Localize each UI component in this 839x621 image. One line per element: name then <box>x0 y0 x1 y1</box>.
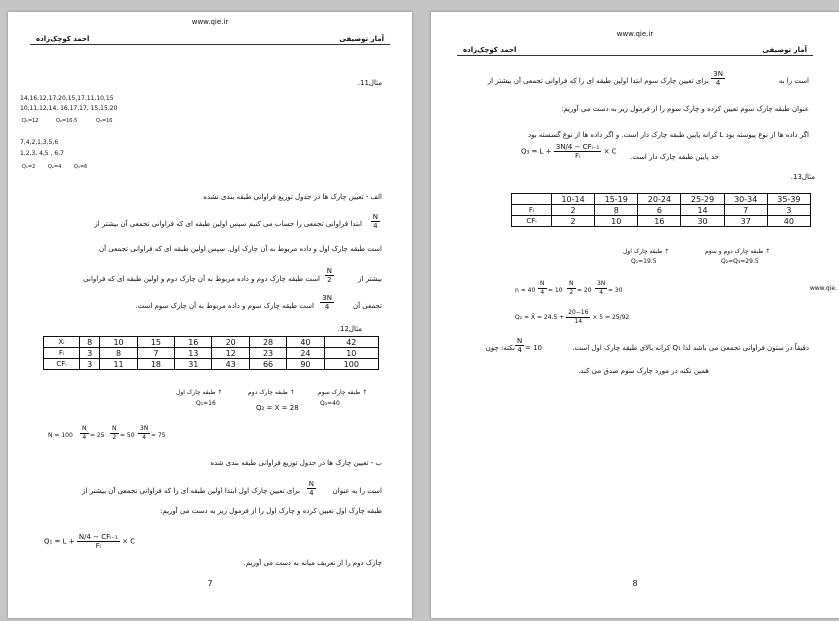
n-total: n = 40 <box>515 287 536 294</box>
mark-quartile-3-class: طبقه چارک سوم ↑ <box>318 389 368 396</box>
table-cell: 14 <box>681 205 724 216</box>
sequence-4: 1,2,3, 4,5 , 6,7 <box>20 150 64 157</box>
document-page-right <box>431 12 839 618</box>
n-eq-2: = 20 <box>577 287 592 294</box>
table-cell: 8 <box>100 348 137 359</box>
fraction-3n-over-4: $\frac{3N}{4}$ <box>597 280 606 296</box>
frequency-table-12 <box>43 336 379 370</box>
value-q1: Q₁=16 <box>196 400 216 407</box>
table-cell: 20-24 <box>638 194 681 205</box>
section-a-heading: الف - تعیین چارک ها در جدول توزیع فراوانی طبقه بندی نشده <box>203 193 382 201</box>
table-cell: 15 <box>137 337 174 348</box>
table-cell: 100 <box>324 359 378 370</box>
table-cell: 10 <box>324 348 378 359</box>
formula-q1 <box>44 533 135 550</box>
table-cell: 16 <box>638 216 681 227</box>
table-cell: 12 <box>212 348 249 359</box>
table-cell: 40 <box>287 337 324 348</box>
example-13-title: مثال13. <box>790 173 815 181</box>
n-eq-1: = 10 <box>548 287 563 294</box>
page-number: 7 <box>207 579 213 588</box>
para3: چارک دوم را از تعریف میانه به دست می آوریم. <box>243 559 382 567</box>
page-number: 8 <box>632 579 638 588</box>
para1-line1: برای تعیین چارک سوم ابتدا اولین طبقه ای را که فراوانی تجمعی آن بیشتر از <box>487 77 709 85</box>
para1-line4b: است طبقه چارک سوم و داده مربوط به آن چارک سوم است. <box>135 302 314 310</box>
para2-line1b: است را به عنوان <box>332 487 382 495</box>
n-eq-2: = 50 <box>120 432 135 439</box>
table-row-cfi <box>44 359 379 370</box>
table-corner <box>512 194 552 205</box>
table-cell: 24 <box>287 348 324 359</box>
formula-tail: × C <box>603 147 617 156</box>
fraction-n-over-2: $\frac{N}{2}$ <box>569 280 574 296</box>
table-cell: 8 <box>595 205 638 216</box>
value-q1: Q₁=19.5 <box>631 258 657 265</box>
table-cell: 3 <box>80 348 100 359</box>
formula-lhs: Q₁ = L + <box>44 537 75 546</box>
para1-line3: بیشتر از <box>358 275 382 283</box>
table-label: CFᵢ <box>44 359 80 370</box>
table-cell: 3 <box>80 359 100 370</box>
table-cell: 25-29 <box>681 194 724 205</box>
table-cell: 3 <box>767 205 810 216</box>
q2-calc-tail: × 5 = 25/92 <box>592 314 630 321</box>
value-q2: Q₂ = X = 28 <box>256 404 299 412</box>
header-author: احمد کوچک‌زاده <box>36 35 90 43</box>
note-line2: همین نکته در مورد چارک سوم صدق می کند. <box>578 367 709 375</box>
quartile-q2: Q₂=16·5 <box>56 118 78 124</box>
document-page-left <box>8 12 412 618</box>
para1-line3: اگر داده ها از نوع پیوسته بود L کرانه پایین طبقه چارک دار است. و اگر داده ها از نوع گسسته بود <box>528 131 809 139</box>
n-eq-3: = 30 <box>608 287 623 294</box>
quartile-qq3: Q₃=6 <box>74 164 88 170</box>
table-cell: 2 <box>552 216 595 227</box>
fraction-3n-over-4: $\frac{3N}{4}$ <box>322 294 332 311</box>
note-line1: نکته: چون <box>485 344 515 352</box>
sequence-2: 10,11,12,14, 16,17,17, 15,15,20 <box>20 105 118 112</box>
table-row-fi <box>512 205 811 216</box>
mark-quartile-1-class: طبقه چارک اول ↑ <box>176 389 223 396</box>
table-cell: 13 <box>175 348 212 359</box>
table-cell: 31 <box>175 359 212 370</box>
table-cell: 28 <box>249 337 286 348</box>
formula-fraction: $\frac{\text{N/4 − CFᵢ₋₁}}{\text{Fᵢ}}$ <box>78 533 118 550</box>
quartile-q3: Q₃=16 <box>96 118 113 124</box>
n-total: N = 100 <box>48 432 73 439</box>
fraction-n-over-4: $\frac{N}{4}$ <box>372 213 378 230</box>
table-cell: 20 <box>212 337 249 348</box>
table-cell: 40 <box>767 216 810 227</box>
para1-line1: ابتدا فراوانی تجمعی را حساب می کنیم سپس اولین طبقه ای که فراوانی تجمعی آن بیشتر از <box>94 220 362 228</box>
table-cell: 7 <box>137 348 174 359</box>
formula-lhs: Q₃ = L + <box>521 147 552 156</box>
sequence-3: 7,4,2,1,3,5,6 <box>20 139 59 146</box>
table-cell: 42 <box>324 337 378 348</box>
quartile-q1: Q₁=12 <box>22 118 39 124</box>
n-eq-1: = 25 <box>90 432 105 439</box>
mark-quartile-1-class: طبقه چارک اول ↑ <box>623 248 670 255</box>
table-cell: 43 <box>212 359 249 370</box>
header-subject: آمار توصیفی <box>762 46 807 54</box>
site-url: www.qie.ir <box>191 18 229 26</box>
para1-line4: تجمعی آن <box>352 302 382 310</box>
fraction-n-over-2: $\frac{N}{2}$ <box>112 425 117 441</box>
table-cell: 30-34 <box>724 194 767 205</box>
formula-q3 <box>521 143 617 160</box>
table-cell: 35-39 <box>767 194 810 205</box>
table-cell: 23 <box>249 348 286 359</box>
table-cell: 10 <box>595 216 638 227</box>
para1-line2: عنوان طبقه چارک سوم تعیین کرده و چارک سوم را از فرمول زیر به دست می آوریم: <box>561 105 809 113</box>
q2-calc-fraction: $\frac{20-16}{14}$ <box>568 309 589 325</box>
para1-line3b: است طبقه چارک دوم و داده مربوط به آن چارک دوم و اولین طبقه ای که فراوانی <box>83 275 320 283</box>
page-header <box>30 35 390 45</box>
table-cell: 90 <box>287 359 324 370</box>
mark-quartile-23-class: طبقه چارک دوم و سوم ↑ <box>705 248 771 255</box>
table-row-fi <box>44 348 379 359</box>
page-header <box>457 46 813 56</box>
fraction-n-over-2: $\frac{N}{2}$ <box>326 267 332 284</box>
formula-fraction: $\frac{\text{3N/4 − CFᵢ₋₁}}{\text{Fᵢ}}$ <box>555 143 600 160</box>
sequence-1: 14,16,12,17,20,15,17,11,10,15 <box>20 95 114 102</box>
q2-calc-lhs: Q₂ = X̄ = 24.5 + <box>515 314 565 321</box>
quartile-qq1: Q₁=2 <box>22 164 36 170</box>
table-cell: 66 <box>249 359 286 370</box>
fraction-3n-over-4: $\frac{3N}{4}$ <box>713 70 723 87</box>
value-q3: Q₃=40 <box>320 400 340 407</box>
table-label: Fᵢ <box>44 348 80 359</box>
note-eq: = 10 <box>525 344 542 352</box>
table-cell: 7 <box>724 205 767 216</box>
section-b-heading: ب - تعیین چارک ها در جدول توزیع فراوانی طبقه بندی شده <box>210 459 382 467</box>
q2-calculation <box>515 309 629 326</box>
value-q23: Q₂=Q₃=29.5 <box>721 258 759 265</box>
fraction-3n-over-4: $\frac{3N}{4}$ <box>140 425 149 441</box>
para2-line1: برای تعیین چارک اول ابتدا اولین طبقه ای را که فراوانی تجمعی آن بیشتر از <box>82 487 300 495</box>
quartile-qq2: Q₂=4 <box>48 164 62 170</box>
formula-tail: × C <box>122 537 136 546</box>
table-label: CFᵢ <box>512 216 552 227</box>
table-cell: 2 <box>552 205 595 216</box>
table-label: Xᵢ <box>44 337 80 348</box>
frequency-table-13 <box>511 193 811 227</box>
table-row-cfi <box>512 216 811 227</box>
fraction-n-over-4: $\frac{N}{4}$ <box>82 425 87 441</box>
note-line1b: دقیقاً در ستون فراوانی تجمعی می باشد لذا Q₁ کرانه بالای طبقه چارک اول است. <box>572 344 809 352</box>
table-cell: 11 <box>100 359 137 370</box>
example-12-title: مثال12. <box>337 325 362 333</box>
example-11-title: مثال11. <box>357 79 382 87</box>
table-cell: 6 <box>638 205 681 216</box>
mark-quartile-2-class: طبقه چارک دوم ↑ <box>248 389 295 396</box>
site-url: www.qie.ir <box>616 30 654 38</box>
edge-site-url: www.qie. <box>809 285 837 292</box>
para1-line4: حد پایین طبقه چارک دار است. <box>629 153 719 161</box>
table-cell: 10-14 <box>552 194 595 205</box>
table-row-classes <box>512 194 811 205</box>
para1-line2: است طبقه چارک اول و داده مربوط به آن چارک اول. سپس اولین طبقه ای که فراوانی تجمعی آن <box>99 245 382 253</box>
table-cell: 10 <box>100 337 137 348</box>
table-row-xi <box>44 337 379 348</box>
table-cell: 37 <box>724 216 767 227</box>
para2-line2: طبقه چارک اول تعیین کرده و چارک اول را از فرمول زیر به دست می آوریم: <box>160 507 382 515</box>
para1-line1b: است را به <box>778 77 809 85</box>
table-cell: 16 <box>175 337 212 348</box>
n-eq-3: = 75 <box>151 432 166 439</box>
fraction-n-over-4: $\frac{N}{4}$ <box>308 480 314 497</box>
table-cell: 30 <box>681 216 724 227</box>
fraction-n-over-4: $\frac{N}{4}$ <box>517 337 523 354</box>
header-author: احمد کوچک‌زاده <box>463 46 517 54</box>
table-cell: 8 <box>80 337 100 348</box>
fraction-n-over-4: $\frac{N}{4}$ <box>540 280 545 296</box>
table-label: Fᵢ <box>512 205 552 216</box>
header-subject: آمار توصیفی <box>339 35 384 43</box>
table-cell: 15-19 <box>595 194 638 205</box>
table-cell: 18 <box>137 359 174 370</box>
